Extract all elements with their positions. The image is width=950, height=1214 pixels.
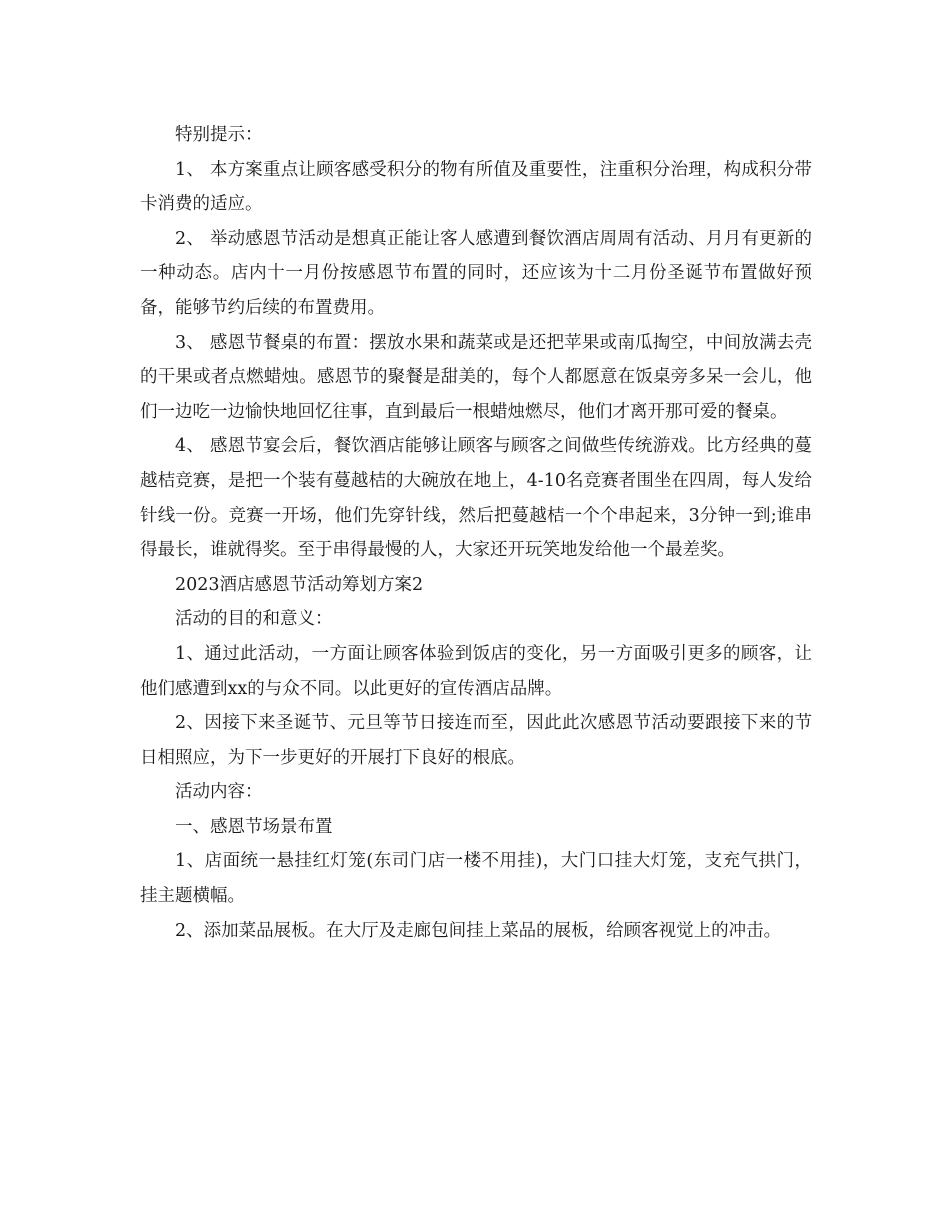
notice-item-3: 3、 感恩节餐桌的布置：摆放水果和蔬菜或是还把苹果或南瓜掏空，中间放满去壳的干果或者点燃蜡烛。感恩节的聚餐是甜美的，每个人都愿意在饭桌旁多呆一会儿，他们一边吃一边愉快地回忆往事，直到最后一根蜡烛燃尽，他们才离开那可爱的餐桌。 bbox=[140, 332, 812, 422]
purpose-heading: 活动的目的和意义： bbox=[175, 609, 333, 630]
notice-item-4: 4、 感恩节宴会后，餐饮酒店能够让顾客与顾客之间做些传统游戏。比方经典的蔓越桔竞赛，是把一个装有蔓越桔的大碗放在地上，4-10名竞赛者围坐在四周，每人发给针线一份。竞赛一开场，他们先穿针线，然后把蔓越桔一个个串起来，3分钟一到;谁串得最长，谁就得奖。至于串得最慢的人，大家还开玩笑地发给他一个最差奖。 bbox=[140, 436, 812, 561]
special-notice-heading: 特别提示： bbox=[175, 125, 263, 145]
section-1-item-2: 2、添加菜品展板。在大厅及走廊包间挂上菜品的展板，给顾客视觉上的冲击。 bbox=[175, 920, 782, 941]
content-heading: 活动内容： bbox=[175, 782, 263, 803]
plan-2-title: 2023酒店感恩节活动筹划方案2 bbox=[175, 574, 424, 595]
document-body bbox=[140, 118, 812, 948]
section-1-item-1: 1、店面统一悬挂红灯笼(东司门店一楼不用挂)，大门口挂大灯笼，支充气拱门，挂主题横幅。 bbox=[140, 851, 812, 907]
section-1-heading: 一、感恩节场景布置 bbox=[175, 816, 333, 837]
notice-item-1: 1、 本方案重点让顾客感受积分的物有所值及重要性，注重积分治理，构成积分带卡消费的适应。 bbox=[140, 159, 812, 215]
purpose-item-1: 1、通过此活动，一方面让顾客体验到饭店的变化，另一方面吸引更多的顾客，让他们感遭到xx的与众不同。以此更好的宣传酒店品牌。 bbox=[140, 643, 812, 699]
notice-item-2: 2、 举动感恩节活动是想真正能让客人感遭到餐饮酒店周周有活动、月月有更新的一种动态。店内十一月份按感恩节布置的同时，还应该为十二月份圣诞节布置做好预备，能够节约后续的布置费用。 bbox=[140, 228, 812, 318]
purpose-item-2: 2、因接下来圣诞节、元旦等节日接连而至，因此此次感恩节活动要跟接下来的节日相照应，为下一步更好的开展打下良好的根底。 bbox=[140, 713, 812, 768]
